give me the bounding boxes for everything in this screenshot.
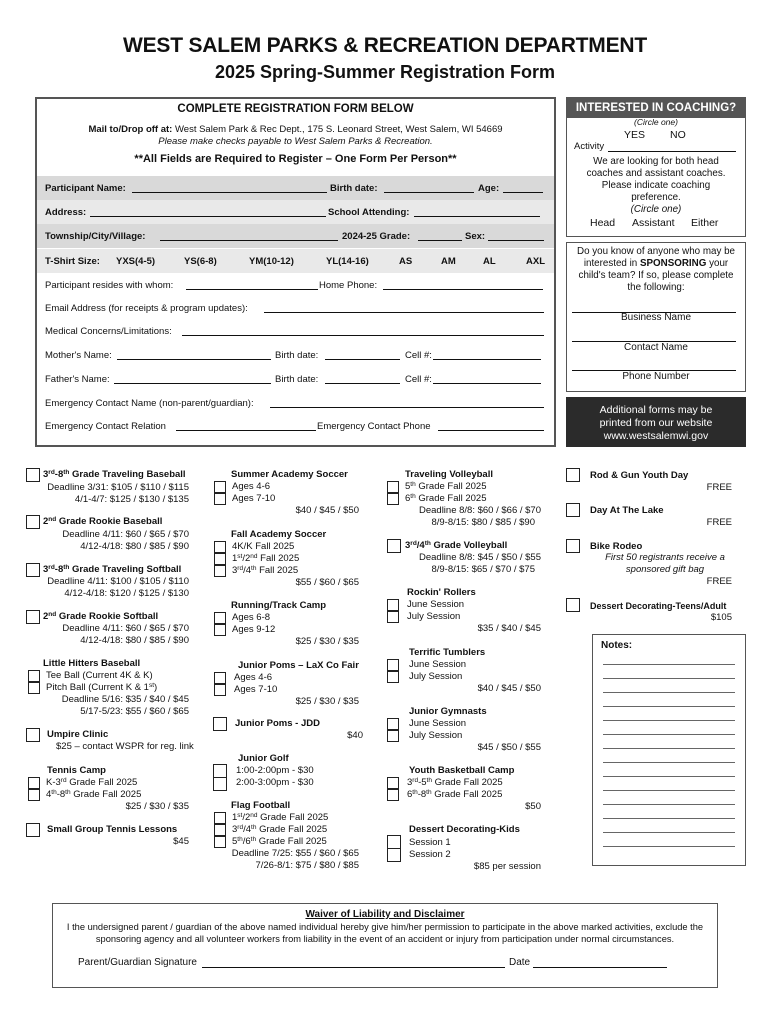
address-field[interactable]	[90, 216, 326, 217]
rookie-baseball-title: 2nd Grade Rookie Baseball	[43, 516, 163, 527]
emergency-phone-field[interactable]	[438, 430, 544, 431]
checkbox-gymnasts-1[interactable]	[387, 718, 399, 730]
track-price: $25 / $30 / $35	[295, 636, 359, 647]
poms-lax-price: $25 / $30 / $35	[295, 696, 359, 707]
checks-note: Please make checks payable to West Salem Parks & Recreation.	[158, 136, 433, 147]
volleyball-deadline-1: Deadline 8/8: $60 / $66 / $70	[418, 505, 541, 516]
checkbox-basketball-2[interactable]	[387, 789, 399, 801]
age-label: Age:	[478, 183, 500, 194]
grade-volleyball-deadline-2: 8/9-8/15: $65 / $70 / $75	[431, 564, 535, 575]
checkbox-flag-2[interactable]	[214, 824, 226, 836]
checkbox-bike-rodeo[interactable]	[566, 539, 580, 553]
rookie-baseball-deadline-1: Deadline 4/11: $60 / $65 / $70	[62, 529, 189, 540]
gymnasts-price: $45 / $50 / $55	[477, 742, 541, 753]
rollers-option-1: June Session	[407, 599, 465, 610]
fall-soccer-price: $55 / $60 / $65	[295, 577, 359, 588]
traveling-baseball-deadline-2: 4/1-4/7: $125 / $130 / $135	[74, 494, 189, 505]
poms-jdd-title: Junior Poms - JDD	[235, 718, 320, 729]
gymnasts-option-2: July Session	[409, 730, 463, 741]
checkbox-track-1[interactable]	[214, 612, 226, 624]
checkbox-tumblers-2[interactable]	[387, 671, 399, 683]
notes-line	[603, 706, 735, 707]
bike-rodeo-title: Bike Rodeo	[590, 541, 643, 552]
tumblers-option-1: June Session	[409, 659, 467, 670]
basketball-option-1: 3rd-5th Grade Fall 2025	[407, 777, 503, 788]
notes-line	[603, 664, 735, 665]
day-at-lake-price: FREE	[706, 517, 732, 528]
fathers-name-label: Father's Name:	[45, 374, 110, 385]
mothers-name-label: Mother's Name:	[45, 350, 112, 361]
coaching-assistant[interactable]: Assistant	[632, 217, 675, 229]
basketball-option-2: 6th-8th Grade Fall 2025	[407, 789, 503, 800]
tennis-option-1: K-3rd Grade Fall 2025	[46, 777, 138, 788]
business-name-label: Business Name	[620, 312, 692, 323]
dessert-kids-option-1: Session 1	[409, 837, 451, 848]
dessert-kids-title: Dessert Decorating-Kids	[409, 824, 520, 835]
summer-soccer-option-2: Ages 7-10	[232, 493, 276, 504]
checkbox-fall-soccer-2[interactable]	[214, 553, 226, 565]
coaching-title: INTERESTED IN COACHING?	[566, 98, 746, 118]
father-birth-label: Birth date:	[275, 374, 319, 385]
checkbox-fall-soccer-1[interactable]	[214, 541, 226, 553]
fall-soccer-title: Fall Academy Soccer	[231, 529, 327, 540]
date-label: Date	[509, 957, 531, 968]
medical-field[interactable]	[182, 335, 544, 336]
tshirt-size-am[interactable]: AM	[441, 256, 456, 267]
volleyball-deadline-2: 8/9-8/15: $80 / $85 / $90	[431, 517, 535, 528]
flag-option-1: 1st/2nd Grade Fall 2025	[232, 812, 329, 823]
volleyball-option-1: 5th Grade Fall 2025	[405, 481, 487, 492]
checkbox-flag-3[interactable]	[214, 836, 226, 848]
sex-label: Sex:	[465, 231, 486, 242]
grade-volleyball-title: 3rd/4th Grade Volleyball	[405, 540, 508, 551]
father-birth-field[interactable]	[325, 383, 400, 384]
checkbox-grade-volleyball[interactable]	[387, 539, 401, 553]
sex-field[interactable]	[488, 240, 544, 241]
page-subtitle: 2025 Spring-Summer Registration Form	[214, 62, 556, 82]
coaching-circle-note: (Circle one)	[634, 117, 678, 127]
terrific-tumblers-title: Terrific Tumblers	[409, 647, 486, 658]
checkbox-summer-soccer-2[interactable]	[214, 493, 226, 505]
email-label: Email Address (for receipts & program updates):	[45, 303, 248, 314]
fathers-name-field[interactable]	[114, 383, 271, 384]
checkbox-traveling-baseball[interactable]	[26, 468, 40, 482]
notes-line	[603, 692, 735, 693]
checkbox-tee-ball[interactable]	[28, 670, 40, 682]
emergency-relation-label: Emergency Contact Relation	[45, 421, 166, 432]
mail-address: West Salem Park & Rec Dept., 175 S. Leonard Street, West Salem, WI 54669	[174, 124, 503, 135]
track-option-1: Ages 6-8	[232, 612, 271, 623]
poms-jdd-price: $40	[347, 730, 363, 741]
summer-soccer-option-1: Ages 4-6	[232, 481, 271, 492]
contact-name-label: Contact Name	[624, 342, 688, 353]
checkbox-poms-lax-2[interactable]	[214, 684, 226, 696]
checkbox-poms-jdd[interactable]	[213, 717, 227, 731]
signature-label: Parent/Guardian Signature	[78, 957, 197, 968]
rookie-baseball-deadline-2: 4/12-4/18: $80 / $85 / $90	[80, 541, 189, 552]
participant-name-field[interactable]	[132, 192, 327, 193]
junior-gymnasts-title: Junior Gymnasts	[409, 706, 487, 717]
gymnasts-option-1: June Session	[409, 718, 467, 729]
checkbox-pitch-ball[interactable]	[28, 682, 40, 694]
rookie-softball-deadline-2: 4/12-4/18: $80 / $85 / $90	[80, 635, 189, 646]
grade-field[interactable]	[418, 240, 462, 241]
notes-line	[603, 748, 735, 749]
checkbox-flag-1[interactable]	[214, 812, 226, 824]
fall-soccer-option-3: 3rd/4th Fall 2025	[232, 565, 299, 576]
emergency-name-field[interactable]	[270, 407, 544, 408]
summer-soccer-title: Summer Academy Soccer	[231, 469, 348, 480]
checkbox-rookie-baseball[interactable]	[26, 515, 40, 529]
website-box	[566, 397, 746, 447]
required-note: **All Fields are Required to Register – One Form Per Person**	[134, 153, 457, 165]
notes-line	[603, 720, 735, 721]
traveling-baseball-title: 3rd-8th Grade Traveling Baseball	[43, 469, 186, 480]
tshirt-band	[37, 249, 554, 273]
sponsor-text-2: your child's team? If so, please complete the following:	[578, 258, 734, 293]
school-label: School Attending:	[328, 207, 410, 218]
rookie-softball-deadline-1: Deadline 4/11: $60 / $65 / $70	[62, 623, 189, 634]
basketball-price: $50	[525, 801, 541, 812]
checkbox-rollers-2[interactable]	[387, 611, 399, 623]
checkbox-volleyball-2[interactable]	[387, 493, 399, 505]
checkbox-tennis-2[interactable]	[28, 789, 40, 801]
traveling-baseball-deadline-1: Deadline 3/31: $105 / $110 / $115	[47, 482, 189, 493]
grade-label: 2024-25 Grade:	[342, 231, 411, 242]
emergency-relation-field[interactable]	[176, 430, 316, 431]
birth-date-field[interactable]	[384, 192, 474, 193]
father-cell-label: Cell #:	[405, 374, 432, 385]
rod-gun-title: Rod & Gun Youth Day	[590, 470, 689, 481]
fall-soccer-option-1: 4K/K Fall 2025	[232, 541, 295, 552]
dessert-adult-title: Dessert Decorating-Teens/Adult	[590, 601, 727, 611]
grade-volleyball-deadline-1: Deadline 8/8: $45 / $50 / $55	[418, 552, 541, 563]
bike-rodeo-price: FREE	[706, 576, 732, 587]
phone-number-label: Phone Number	[622, 371, 690, 382]
flag-deadline-2: 7/26-8/1: $75 / $80 / $85	[255, 860, 359, 871]
tennis-camp-title: Tennis Camp	[47, 765, 106, 776]
checkbox-rollers-1[interactable]	[387, 599, 399, 611]
tshirt-size-yxs[interactable]: YXS(4-5)	[116, 256, 156, 267]
tumblers-price: $40 / $45 / $50	[477, 683, 541, 694]
rookie-softball-title: 2nd Grade Rookie Softball	[43, 611, 159, 622]
rollers-option-2: July Session	[407, 611, 461, 622]
waiver-text: I the undersigned parent / guardian of the above named individual hereby give him/her permission to participate in the above marked activities, exclude the sponsoring agency and all volunteer workers from liability in the event of an accident or injury from participation under normal circumstances.	[66, 922, 704, 944]
emergency-phone-label: Emergency Contact Phone	[317, 421, 431, 432]
township-field[interactable]	[160, 240, 338, 241]
coaching-no[interactable]: NO	[670, 129, 686, 141]
checkbox-dessert-kids-1[interactable]	[387, 835, 401, 849]
tshirt-size-ym[interactable]: YM(10-12)	[249, 256, 294, 267]
checkbox-rod-gun[interactable]	[566, 468, 580, 482]
bike-rodeo-note: First 50 registrants receive a sponsored gift bag	[605, 552, 725, 575]
volleyball-option-2: 6th Grade Fall 2025	[405, 493, 487, 504]
tshirt-size-yl[interactable]: YL(14-16)	[326, 256, 369, 267]
form-heading: COMPLETE REGISTRATION FORM BELOW	[177, 103, 414, 115]
checkbox-fall-soccer-3[interactable]	[214, 565, 226, 577]
checkbox-small-tennis[interactable]	[26, 823, 40, 837]
golf-option-1: 1:00-2:00pm - $30	[236, 765, 314, 776]
tshirt-label: T-Shirt Size:	[45, 256, 100, 267]
traveling-softball-deadline-1: Deadline 4/11: $100 / $105 / $110	[47, 576, 189, 587]
checkbox-traveling-softball[interactable]	[26, 563, 40, 577]
coaching-activity-field[interactable]	[608, 151, 736, 152]
dessert-kids-price: $85 per session	[473, 861, 541, 872]
address-label: Address:	[45, 207, 87, 218]
notes-line	[603, 846, 735, 847]
flag-option-2: 3rd/4th Grade Fall 2025	[232, 824, 328, 835]
coaching-activity-label: Activity	[574, 141, 605, 152]
checkbox-gymnasts-2[interactable]	[387, 730, 399, 742]
checkbox-dessert-kids-2[interactable]	[387, 848, 401, 862]
tennis-price: $25 / $30 / $35	[125, 801, 189, 812]
notes-line	[603, 762, 735, 763]
flag-football-title: Flag Football	[231, 800, 291, 811]
checkbox-volleyball-1[interactable]	[387, 481, 399, 493]
notes-line	[603, 818, 735, 819]
coaching-either[interactable]: Either	[691, 217, 719, 229]
mother-birth-field[interactable]	[325, 359, 400, 360]
page-title: WEST SALEM PARKS & RECREATION DEPARTMENT	[122, 34, 647, 57]
mail-line	[37, 124, 554, 135]
rod-gun-price: FREE	[706, 482, 732, 493]
checkbox-basketball-1[interactable]	[387, 777, 399, 789]
coaching-circle-note-2: (Circle one)	[630, 204, 682, 215]
home-phone-field[interactable]	[383, 289, 543, 290]
mothers-name-field[interactable]	[117, 359, 271, 360]
traveling-volleyball-title: Traveling Volleyball	[405, 469, 493, 480]
traveling-softball-deadline-2: 4/12-4/18: $120 / $125 / $130	[64, 588, 189, 599]
signature-field[interactable]	[202, 967, 505, 968]
tshirt-size-ys[interactable]: YS(6-8)	[184, 256, 217, 267]
poms-lax-option-2: Ages 7-10	[234, 684, 278, 695]
checkbox-track-2[interactable]	[214, 624, 226, 636]
checkbox-golf-1[interactable]	[213, 764, 227, 778]
rockin-rollers-title: Rockin' Rollers	[407, 587, 476, 598]
checkbox-rookie-softball[interactable]	[26, 610, 40, 624]
mother-cell-label: Cell #:	[405, 350, 432, 361]
home-phone-label: Home Phone:	[319, 280, 378, 291]
mail-label: Mail to/Drop off at:	[88, 124, 173, 135]
checkbox-tennis-1[interactable]	[28, 777, 40, 789]
waiver-title: Waiver of Liability and Disclaimer	[305, 909, 465, 920]
flag-option-3: 5th/6th Grade Fall 2025	[232, 836, 327, 847]
small-tennis-title: Small Group Tennis Lessons	[47, 824, 178, 835]
notes-line	[603, 790, 735, 791]
tumblers-option-2: July Session	[409, 671, 463, 682]
checkbox-golf-2[interactable]	[213, 777, 227, 791]
umpire-clinic-title: Umpire Clinic	[47, 729, 109, 740]
day-at-lake-title: Day At The Lake	[590, 505, 664, 516]
notes-line	[603, 734, 735, 735]
tshirt-size-as[interactable]: AS	[399, 256, 413, 267]
date-field[interactable]	[533, 967, 667, 968]
checkbox-umpire-clinic[interactable]	[26, 728, 40, 742]
website-text: Additional forms may be printed from our website	[599, 404, 713, 429]
sponsor-text-bold: SPONSORING	[639, 258, 707, 269]
tshirt-size-al[interactable]: AL	[483, 256, 496, 267]
basketball-camp-title: Youth Basketball Camp	[409, 765, 515, 776]
resides-with-label: Participant resides with whom:	[45, 280, 174, 291]
umpire-clinic-note: $25 – contact WSPR for reg. link	[56, 741, 194, 752]
fall-soccer-option-2: 1st/2nd Fall 2025	[232, 553, 300, 564]
junior-golf-title: Junior Golf	[238, 753, 289, 764]
website-url: www.westsalemwi.gov	[603, 430, 709, 442]
little-hitters-deadline-1: Deadline 5/16: $35 / $40 / $45	[61, 694, 189, 705]
flag-deadline-1: Deadline 7/25: $55 / $60 / $65	[231, 848, 359, 859]
mother-cell-field[interactable]	[433, 359, 541, 360]
notes-line	[603, 804, 735, 805]
email-field[interactable]	[264, 312, 544, 313]
sponsor-text-1: Do you know of anyone who may be interested in	[577, 246, 735, 269]
father-cell-field[interactable]	[433, 383, 541, 384]
birth-date-label: Birth date:	[330, 183, 378, 194]
emergency-name-label: Emergency Contact Name (non-parent/guardian):	[45, 398, 254, 409]
coaching-yes[interactable]: YES	[624, 129, 646, 141]
checkbox-summer-soccer-1[interactable]	[214, 481, 226, 493]
mother-birth-label: Birth date:	[275, 350, 319, 361]
coaching-head[interactable]: Head	[590, 217, 616, 229]
dessert-adult-price: $105	[710, 612, 732, 623]
checkbox-tumblers-1[interactable]	[387, 659, 399, 671]
tennis-option-2: 4th-8th Grade Fall 2025	[46, 789, 142, 800]
address-band	[37, 200, 554, 224]
coaching-text: We are looking for both head coaches and assistant coaches. Please indicate coaching preference.	[586, 156, 726, 203]
resides-with-field[interactable]	[186, 289, 318, 290]
medical-label: Medical Concerns/Limitations:	[45, 326, 172, 337]
traveling-softball-title: 3rd-8th Grade Traveling Softball	[43, 564, 182, 575]
tee-ball-label: Tee Ball (Current 4K & K)	[46, 670, 153, 681]
golf-option-2: 2:00-3:00pm - $30	[236, 777, 314, 788]
notes-line	[603, 776, 735, 777]
school-field[interactable]	[414, 216, 540, 217]
township-label: Township/City/Village:	[45, 231, 146, 242]
small-tennis-price: $45	[173, 836, 189, 847]
checkbox-poms-lax-1[interactable]	[214, 672, 226, 684]
track-option-2: Ages 9-12	[232, 624, 276, 635]
notes-line	[603, 678, 735, 679]
little-hitters-title: Little Hitters Baseball	[43, 658, 141, 669]
age-field[interactable]	[503, 192, 543, 193]
sponsor-text	[576, 246, 736, 294]
notes-line	[603, 832, 735, 833]
participant-name-label: Participant Name:	[45, 183, 126, 194]
pitch-ball-label: Pitch Ball (Current K & 1st)	[46, 682, 158, 693]
summer-soccer-price: $40 / $45 / $50	[295, 505, 359, 516]
tshirt-size-axl[interactable]: AXL	[526, 256, 545, 267]
checkbox-day-at-lake[interactable]	[566, 503, 580, 517]
dessert-kids-option-2: Session 2	[409, 849, 451, 860]
notes-label: Notes:	[601, 640, 633, 651]
track-camp-title: Running/Track Camp	[231, 600, 327, 611]
checkbox-dessert-adult[interactable]	[566, 598, 580, 612]
poms-lax-title: Junior Poms – LaX Co Fair	[238, 660, 359, 671]
poms-lax-option-1: Ages 4-6	[234, 672, 273, 683]
little-hitters-deadline-2: 5/17-5/23: $55 / $60 / $65	[80, 706, 189, 717]
rollers-price: $35 / $40 / $45	[477, 623, 541, 634]
